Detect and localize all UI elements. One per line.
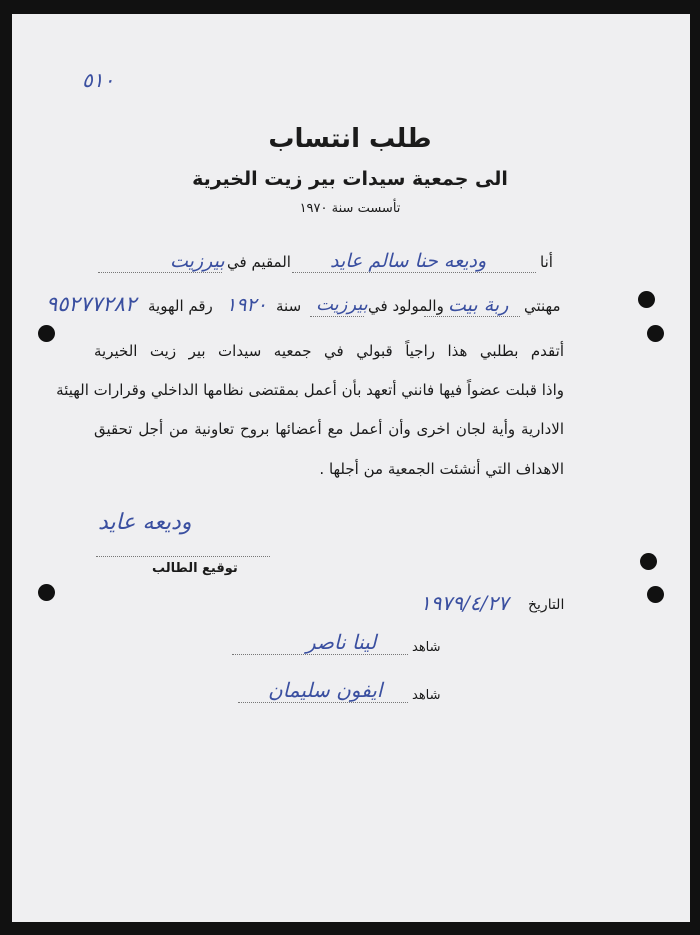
witness-2-label: شاهد [412,688,441,703]
name-label: أنا [540,253,553,271]
profession-field-line [424,316,520,317]
declaration-line-3: الادارية وأية لجان اخرى وأن أعمل مع أعضائها بروح تعاونية من أجل تحقيق [94,420,564,438]
corner-note: ٥١٠ [82,68,115,92]
id-value: ٩٥٢٧٧٢٨٢ [46,292,137,316]
date-value: ١٩٧٩/٤/٢٧ [420,591,509,615]
signature-label: توقيع الطالب [152,561,238,576]
year-value: ١٩٢٠ [226,294,267,316]
signature-line [96,556,270,557]
profession-value: ربة بيت [448,294,509,316]
birthplace-value: بيرزيت [316,294,368,315]
residence-label: المقيم في [227,253,291,271]
witness-2-signature: ايفون سليمان [268,678,383,702]
punch-hole [638,291,655,308]
form-title: طلب انتساب [268,124,432,154]
year-label: سنة [276,297,302,315]
witness-1-label: شاهد [412,640,441,655]
witness-1-signature: لينا ناصر [306,630,377,654]
residence-field-line [98,272,222,273]
date-label: التاريخ [528,597,565,613]
punch-hole [38,325,55,342]
punch-hole [38,584,55,601]
applicant-signature: وديعه عايد [98,510,192,535]
declaration-line-4: الاهداف التي أنشئت الجمعية من أجلها . [319,460,564,478]
declaration-line-1: أتقدم بطلبي هذا راجياً قبولي في جمعيه سيدات بير زيت الخيرية [94,342,564,360]
founded-year: تأسست سنة ١٩٧٠ [299,201,401,216]
born-label: والمولود في [368,297,444,315]
name-value: وديعه حنا سالم عايد [330,250,487,272]
witness-1-line [232,654,408,655]
id-label: رقم الهوية [148,297,213,315]
declaration-line-2: واذا قبلت عضواً فيها فانني أتعهد بأن أعمل بمقتضى نظامها الداخلي وقرارات الهيئة [56,381,564,399]
punch-hole [647,325,664,342]
punch-hole [640,553,657,570]
association-name: الى جمعية سيدات بير زيت الخيرية [192,168,508,190]
name-field-line [292,272,536,273]
birthplace-field-line [310,316,364,317]
punch-hole [647,586,664,603]
witness-2-line [238,702,408,703]
profession-label: مهنتي [524,297,561,315]
residence-value: بيرزيت [170,250,225,272]
